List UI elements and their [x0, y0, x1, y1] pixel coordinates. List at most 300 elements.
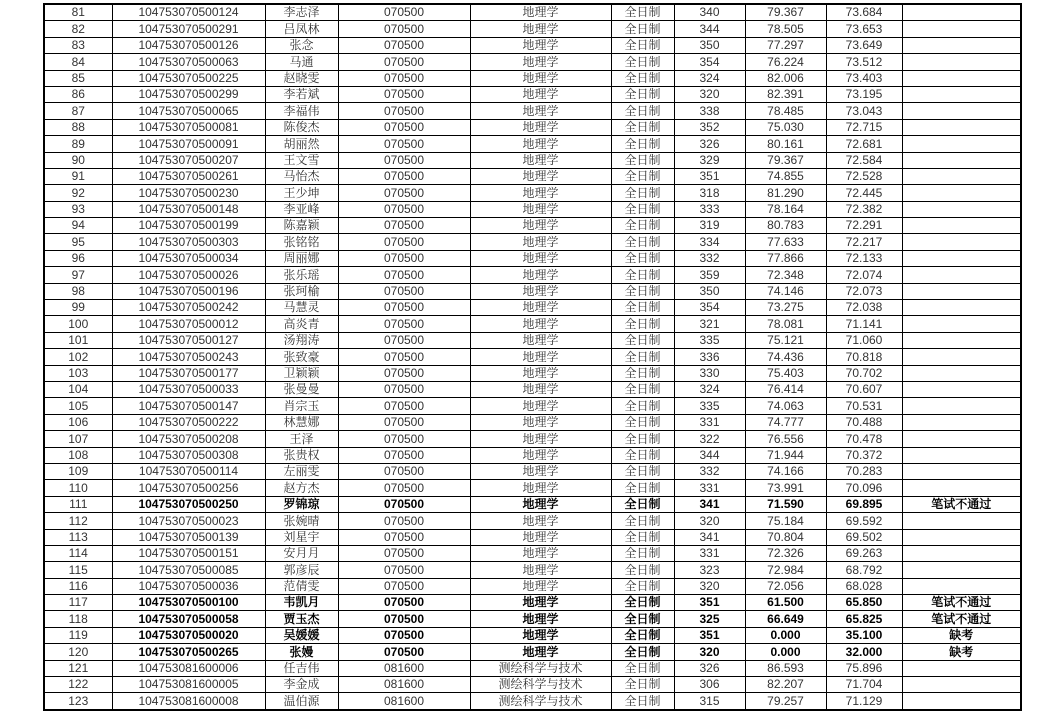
cell-major-name: 地理学	[470, 332, 611, 348]
cell-remark	[902, 332, 1021, 348]
cell-study-mode: 全日制	[611, 381, 674, 397]
cell-study-mode: 全日制	[611, 562, 674, 578]
cell-retest-score: 66.649	[745, 611, 826, 627]
table-row	[44, 562, 1021, 578]
cell-retest-score: 75.403	[745, 365, 826, 381]
cell-candidate-name: 刘星宇	[265, 529, 338, 545]
cell-candidate-id: 104753070500100	[112, 595, 265, 611]
cell-total-score: 70.283	[826, 463, 902, 479]
cell-retest-score: 78.164	[745, 201, 826, 217]
cell-study-mode: 全日制	[611, 54, 674, 70]
cell-remark	[902, 250, 1021, 266]
cell-major-code: 070500	[338, 86, 470, 102]
cell-study-mode: 全日制	[611, 332, 674, 348]
cell-total-score: 73.649	[826, 37, 902, 53]
cell-major-code: 070500	[338, 349, 470, 365]
table-row	[44, 463, 1021, 479]
cell-retest-score: 81.290	[745, 185, 826, 201]
cell-total-score: 68.792	[826, 562, 902, 578]
cell-study-mode: 全日制	[611, 463, 674, 479]
cell-major-name: 地理学	[470, 578, 611, 594]
cell-study-mode: 全日制	[611, 414, 674, 430]
cell-initial-score: 335	[674, 398, 745, 414]
cell-retest-score: 79.367	[745, 152, 826, 168]
cell-candidate-id: 104753070500139	[112, 529, 265, 545]
cell-remark	[902, 37, 1021, 53]
cell-retest-score: 82.207	[745, 677, 826, 693]
cell-candidate-id: 104753070500222	[112, 414, 265, 430]
cell-major-code: 070500	[338, 496, 470, 512]
table-row	[44, 578, 1021, 594]
cell-study-mode: 全日制	[611, 119, 674, 135]
cell-major-name: 地理学	[470, 119, 611, 135]
table-row	[44, 21, 1021, 37]
cell-remark	[902, 218, 1021, 234]
cell-remark	[902, 86, 1021, 102]
table-row	[44, 300, 1021, 316]
cell-candidate-id: 104753070500147	[112, 398, 265, 414]
cell-initial-score: 351	[674, 595, 745, 611]
cell-candidate-name: 吕凤林	[265, 21, 338, 37]
cell-remark	[902, 480, 1021, 496]
cell-initial-score: 331	[674, 545, 745, 561]
cell-retest-score: 74.777	[745, 414, 826, 430]
cell-row-number: 101	[44, 332, 112, 348]
cell-candidate-name: 王文雪	[265, 152, 338, 168]
table-row	[44, 529, 1021, 545]
cell-initial-score: 321	[674, 316, 745, 332]
cell-total-score: 72.715	[826, 119, 902, 135]
cell-total-score: 73.195	[826, 86, 902, 102]
cell-initial-score: 344	[674, 21, 745, 37]
cell-major-name: 地理学	[470, 218, 611, 234]
table-row	[44, 332, 1021, 348]
cell-candidate-id: 104753070500243	[112, 349, 265, 365]
cell-major-name: 地理学	[470, 627, 611, 643]
table-row	[44, 70, 1021, 86]
cell-row-number: 82	[44, 21, 112, 37]
cell-major-name: 地理学	[470, 463, 611, 479]
cell-initial-score: 329	[674, 152, 745, 168]
cell-initial-score: 322	[674, 431, 745, 447]
cell-row-number: 99	[44, 300, 112, 316]
cell-row-number: 122	[44, 677, 112, 693]
cell-remark	[902, 168, 1021, 184]
cell-major-code: 070500	[338, 250, 470, 266]
table-row	[44, 4, 1021, 21]
cell-major-name: 地理学	[470, 201, 611, 217]
table-row	[44, 611, 1021, 627]
cell-row-number: 108	[44, 447, 112, 463]
cell-study-mode: 全日制	[611, 496, 674, 512]
cell-study-mode: 全日制	[611, 103, 674, 119]
cell-major-name: 测绘科学与技术	[470, 693, 611, 710]
cell-remark	[902, 381, 1021, 397]
cell-retest-score: 73.275	[745, 300, 826, 316]
cell-initial-score: 331	[674, 414, 745, 430]
cell-major-code: 070500	[338, 627, 470, 643]
cell-major-code: 070500	[338, 644, 470, 660]
cell-candidate-name: 张致豪	[265, 349, 338, 365]
cell-row-number: 118	[44, 611, 112, 627]
cell-total-score: 73.043	[826, 103, 902, 119]
cell-retest-score: 0.000	[745, 644, 826, 660]
cell-retest-score: 78.505	[745, 21, 826, 37]
cell-total-score: 69.263	[826, 545, 902, 561]
cell-total-score: 72.217	[826, 234, 902, 250]
cell-candidate-name: 张曼曼	[265, 381, 338, 397]
cell-remark	[902, 414, 1021, 430]
cell-initial-score: 352	[674, 119, 745, 135]
cell-initial-score: 330	[674, 365, 745, 381]
cell-major-name: 地理学	[470, 381, 611, 397]
cell-major-name: 地理学	[470, 398, 611, 414]
cell-major-name: 地理学	[470, 136, 611, 152]
cell-row-number: 94	[44, 218, 112, 234]
cell-candidate-name: 肖宗玉	[265, 398, 338, 414]
cell-major-code: 070500	[338, 283, 470, 299]
cell-remark	[902, 300, 1021, 316]
cell-remark	[902, 267, 1021, 283]
cell-initial-score: 351	[674, 627, 745, 643]
cell-initial-score: 333	[674, 201, 745, 217]
cell-total-score: 72.038	[826, 300, 902, 316]
cell-major-code: 070500	[338, 152, 470, 168]
cell-major-code: 070500	[338, 234, 470, 250]
table-row	[44, 218, 1021, 234]
cell-row-number: 117	[44, 595, 112, 611]
cell-major-name: 地理学	[470, 103, 611, 119]
table-row	[44, 677, 1021, 693]
cell-candidate-id: 104753070500023	[112, 513, 265, 529]
cell-major-code: 081600	[338, 660, 470, 676]
cell-candidate-id: 104753070500196	[112, 283, 265, 299]
cell-remark	[902, 316, 1021, 332]
cell-initial-score: 354	[674, 54, 745, 70]
cell-row-number: 110	[44, 480, 112, 496]
cell-candidate-name: 张贵权	[265, 447, 338, 463]
cell-candidate-id: 104753070500177	[112, 365, 265, 381]
cell-remark	[902, 677, 1021, 693]
table-row	[44, 136, 1021, 152]
cell-candidate-name: 高炎青	[265, 316, 338, 332]
cell-candidate-name: 马通	[265, 54, 338, 70]
cell-major-name: 地理学	[470, 349, 611, 365]
cell-retest-score: 74.166	[745, 463, 826, 479]
table-row	[44, 86, 1021, 102]
cell-row-number: 120	[44, 644, 112, 660]
cell-remark: 笔试不通过	[902, 595, 1021, 611]
table-row	[44, 168, 1021, 184]
cell-study-mode: 全日制	[611, 545, 674, 561]
cell-initial-score: 351	[674, 168, 745, 184]
cell-major-code: 070500	[338, 398, 470, 414]
cell-retest-score: 70.804	[745, 529, 826, 545]
cell-study-mode: 全日制	[611, 300, 674, 316]
cell-candidate-name: 吴媛媛	[265, 627, 338, 643]
cell-candidate-name: 郭彦辰	[265, 562, 338, 578]
cell-major-name: 地理学	[470, 545, 611, 561]
cell-row-number: 106	[44, 414, 112, 430]
cell-remark	[902, 4, 1021, 21]
cell-total-score: 72.445	[826, 185, 902, 201]
cell-initial-score: 336	[674, 349, 745, 365]
cell-initial-score: 306	[674, 677, 745, 693]
cell-remark	[902, 234, 1021, 250]
table-row	[44, 119, 1021, 135]
cell-study-mode: 全日制	[611, 234, 674, 250]
cell-retest-score: 74.436	[745, 349, 826, 365]
cell-row-number: 102	[44, 349, 112, 365]
cell-candidate-id: 104753081600005	[112, 677, 265, 693]
table-row	[44, 365, 1021, 381]
cell-study-mode: 全日制	[611, 349, 674, 365]
cell-retest-score: 0.000	[745, 627, 826, 643]
cell-study-mode: 全日制	[611, 480, 674, 496]
cell-candidate-id: 104753070500148	[112, 201, 265, 217]
cell-study-mode: 全日制	[611, 677, 674, 693]
cell-candidate-name: 陈俊杰	[265, 119, 338, 135]
cell-candidate-id: 104753070500065	[112, 103, 265, 119]
cell-retest-score: 76.556	[745, 431, 826, 447]
cell-remark	[902, 693, 1021, 710]
cell-candidate-name: 左丽雯	[265, 463, 338, 479]
cell-remark: 缺考	[902, 627, 1021, 643]
table-row	[44, 267, 1021, 283]
cell-study-mode: 全日制	[611, 660, 674, 676]
cell-candidate-name: 安月月	[265, 545, 338, 561]
cell-initial-score: 320	[674, 86, 745, 102]
cell-major-name: 地理学	[470, 480, 611, 496]
cell-initial-score: 325	[674, 611, 745, 627]
cell-remark	[902, 578, 1021, 594]
cell-initial-score: 324	[674, 381, 745, 397]
cell-initial-score: 319	[674, 218, 745, 234]
cell-study-mode: 全日制	[611, 152, 674, 168]
cell-candidate-id: 104753070500261	[112, 168, 265, 184]
cell-candidate-id: 104753070500308	[112, 447, 265, 463]
cell-row-number: 113	[44, 529, 112, 545]
cell-candidate-id: 104753070500225	[112, 70, 265, 86]
cell-row-number: 84	[44, 54, 112, 70]
cell-retest-score: 72.984	[745, 562, 826, 578]
cell-candidate-id: 104753070500114	[112, 463, 265, 479]
cell-study-mode: 全日制	[611, 611, 674, 627]
cell-candidate-id: 104753070500299	[112, 86, 265, 102]
cell-major-code: 070500	[338, 578, 470, 594]
cell-candidate-name: 胡丽然	[265, 136, 338, 152]
cell-total-score: 73.653	[826, 21, 902, 37]
cell-initial-score: 340	[674, 4, 745, 21]
cell-major-code: 070500	[338, 168, 470, 184]
cell-major-name: 测绘科学与技术	[470, 660, 611, 676]
cell-retest-score: 74.063	[745, 398, 826, 414]
cell-candidate-name: 赵方杰	[265, 480, 338, 496]
cell-remark	[902, 283, 1021, 299]
cell-retest-score: 79.257	[745, 693, 826, 710]
cell-candidate-name: 温伯源	[265, 693, 338, 710]
cell-row-number: 93	[44, 201, 112, 217]
cell-major-name: 地理学	[470, 611, 611, 627]
cell-initial-score: 332	[674, 250, 745, 266]
results-table	[43, 3, 1022, 711]
cell-total-score: 72.681	[826, 136, 902, 152]
cell-initial-score: 318	[674, 185, 745, 201]
cell-row-number: 115	[44, 562, 112, 578]
cell-major-name: 地理学	[470, 250, 611, 266]
table-row	[44, 627, 1021, 643]
table-row	[44, 185, 1021, 201]
cell-candidate-id: 104753070500126	[112, 37, 265, 53]
cell-major-code: 070500	[338, 21, 470, 37]
cell-row-number: 104	[44, 381, 112, 397]
table-row	[44, 513, 1021, 529]
cell-candidate-name: 罗锦琼	[265, 496, 338, 512]
cell-retest-score: 82.006	[745, 70, 826, 86]
cell-candidate-id: 104753070500303	[112, 234, 265, 250]
cell-major-name: 地理学	[470, 431, 611, 447]
cell-study-mode: 全日制	[611, 365, 674, 381]
cell-total-score: 70.372	[826, 447, 902, 463]
cell-study-mode: 全日制	[611, 136, 674, 152]
table-row	[44, 496, 1021, 512]
cell-remark	[902, 185, 1021, 201]
cell-study-mode: 全日制	[611, 250, 674, 266]
cell-candidate-id: 104753070500208	[112, 431, 265, 447]
cell-major-code: 070500	[338, 316, 470, 332]
cell-remark	[902, 152, 1021, 168]
cell-major-name: 地理学	[470, 185, 611, 201]
cell-major-code: 070500	[338, 70, 470, 86]
cell-retest-score: 72.326	[745, 545, 826, 561]
cell-major-name: 地理学	[470, 447, 611, 463]
cell-retest-score: 86.593	[745, 660, 826, 676]
cell-row-number: 87	[44, 103, 112, 119]
cell-total-score: 72.528	[826, 168, 902, 184]
cell-initial-score: 320	[674, 513, 745, 529]
cell-major-code: 070500	[338, 300, 470, 316]
cell-candidate-id: 104753070500265	[112, 644, 265, 660]
cell-study-mode: 全日制	[611, 70, 674, 86]
cell-major-name: 地理学	[470, 37, 611, 53]
table-row	[44, 250, 1021, 266]
cell-candidate-id: 104753070500020	[112, 627, 265, 643]
cell-major-code: 070500	[338, 218, 470, 234]
cell-total-score: 70.488	[826, 414, 902, 430]
cell-study-mode: 全日制	[611, 218, 674, 234]
cell-candidate-id: 104753070500033	[112, 381, 265, 397]
cell-study-mode: 全日制	[611, 283, 674, 299]
cell-total-score: 72.133	[826, 250, 902, 266]
cell-remark	[902, 398, 1021, 414]
cell-study-mode: 全日制	[611, 578, 674, 594]
cell-row-number: 81	[44, 4, 112, 21]
cell-total-score: 72.074	[826, 267, 902, 283]
table-row	[44, 234, 1021, 250]
cell-major-code: 070500	[338, 103, 470, 119]
cell-major-code: 070500	[338, 611, 470, 627]
cell-candidate-name: 张嫚	[265, 644, 338, 660]
cell-initial-score: 326	[674, 136, 745, 152]
cell-row-number: 89	[44, 136, 112, 152]
cell-row-number: 96	[44, 250, 112, 266]
cell-total-score: 70.478	[826, 431, 902, 447]
cell-study-mode: 全日制	[611, 185, 674, 201]
cell-candidate-id: 104753070500085	[112, 562, 265, 578]
cell-study-mode: 全日制	[611, 513, 674, 529]
cell-major-name: 地理学	[470, 283, 611, 299]
cell-major-code: 070500	[338, 431, 470, 447]
table-row	[44, 152, 1021, 168]
cell-candidate-name: 卫颖颖	[265, 365, 338, 381]
cell-major-code: 070500	[338, 37, 470, 53]
cell-remark	[902, 201, 1021, 217]
table-row	[44, 431, 1021, 447]
cell-major-code: 070500	[338, 562, 470, 578]
table-row	[44, 201, 1021, 217]
cell-major-code: 070500	[338, 267, 470, 283]
cell-total-score: 71.060	[826, 332, 902, 348]
cell-study-mode: 全日制	[611, 627, 674, 643]
cell-initial-score: 338	[674, 103, 745, 119]
cell-total-score: 70.702	[826, 365, 902, 381]
cell-candidate-name: 陈嘉颖	[265, 218, 338, 234]
cell-candidate-name: 李若斌	[265, 86, 338, 102]
table-row	[44, 545, 1021, 561]
cell-initial-score: 359	[674, 267, 745, 283]
cell-retest-score: 61.500	[745, 595, 826, 611]
cell-row-number: 107	[44, 431, 112, 447]
cell-candidate-id: 104753070500081	[112, 119, 265, 135]
table-row	[44, 693, 1021, 710]
cell-candidate-id: 104753070500151	[112, 545, 265, 561]
cell-row-number: 90	[44, 152, 112, 168]
cell-remark	[902, 70, 1021, 86]
cell-total-score: 65.825	[826, 611, 902, 627]
cell-total-score: 70.531	[826, 398, 902, 414]
cell-row-number: 121	[44, 660, 112, 676]
table-row	[44, 447, 1021, 463]
cell-retest-score: 71.944	[745, 447, 826, 463]
cell-major-code: 070500	[338, 332, 470, 348]
cell-remark	[902, 529, 1021, 545]
cell-row-number: 112	[44, 513, 112, 529]
cell-total-score: 65.850	[826, 595, 902, 611]
cell-candidate-name: 李志泽	[265, 4, 338, 21]
cell-major-name: 地理学	[470, 300, 611, 316]
cell-major-code: 070500	[338, 529, 470, 545]
cell-candidate-name: 张婉晴	[265, 513, 338, 529]
cell-remark: 笔试不通过	[902, 611, 1021, 627]
cell-retest-score: 82.391	[745, 86, 826, 102]
cell-remark	[902, 562, 1021, 578]
results-table-body	[44, 4, 1021, 710]
cell-remark	[902, 136, 1021, 152]
cell-remark	[902, 349, 1021, 365]
cell-candidate-name: 张念	[265, 37, 338, 53]
cell-total-score: 73.684	[826, 4, 902, 21]
cell-study-mode: 全日制	[611, 86, 674, 102]
cell-candidate-id: 104753070500199	[112, 218, 265, 234]
cell-major-code: 070500	[338, 201, 470, 217]
cell-candidate-id: 104753070500256	[112, 480, 265, 496]
cell-row-number: 100	[44, 316, 112, 332]
cell-candidate-id: 104753070500058	[112, 611, 265, 627]
cell-retest-score: 75.184	[745, 513, 826, 529]
cell-study-mode: 全日制	[611, 595, 674, 611]
table-row	[44, 316, 1021, 332]
cell-major-name: 地理学	[470, 414, 611, 430]
